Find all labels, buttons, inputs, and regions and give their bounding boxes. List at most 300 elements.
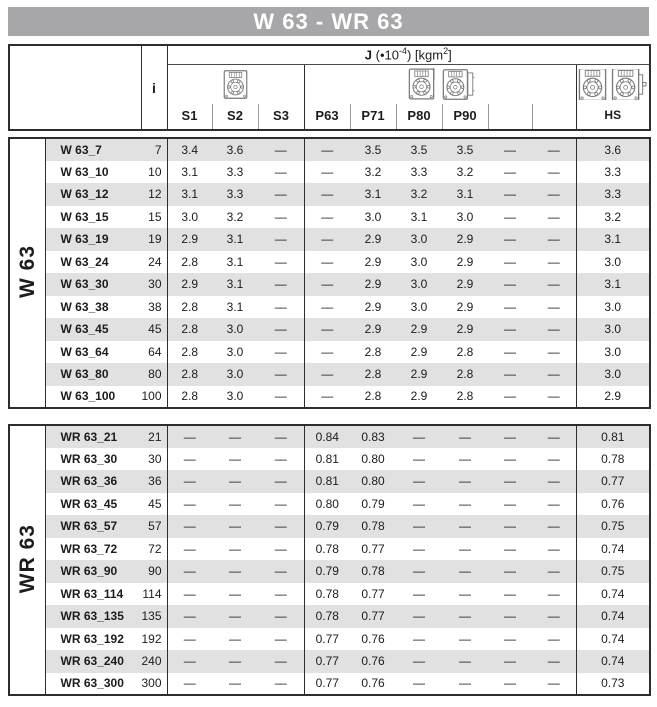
j-value-cell: — [396, 425, 442, 448]
table-row [9, 448, 650, 471]
ratio-value-cell: 12 [141, 183, 167, 206]
j-value-cell: 3.5 [442, 138, 488, 161]
page-title: W 63 - WR 63 [8, 7, 649, 36]
j-value-cell: 3.2 [226, 209, 244, 224]
j-value-cell: — [532, 296, 576, 319]
s-columns-icon-cell [167, 64, 304, 104]
j-value-cell: 0.75 [576, 560, 650, 583]
j-value-cell: 3.1 [226, 299, 244, 314]
column-header-blank-2 [532, 104, 576, 130]
ratio-value-cell: 45 [141, 318, 167, 341]
j-value-cell: — [183, 631, 196, 646]
table-header-block [8, 44, 651, 131]
j-value-cell: — [229, 586, 241, 601]
j-value-cell: — [229, 451, 241, 466]
j-value-cell: — [488, 228, 532, 251]
column-header-p80: P80 [396, 104, 442, 130]
w63-table [8, 137, 651, 409]
j-value-cell: 2.9 [442, 228, 488, 251]
j-value-cell: 3.0 [576, 363, 650, 386]
table-row [9, 560, 650, 583]
table-row [9, 161, 650, 184]
j-value-cell: — [442, 560, 488, 583]
group-label: W 63 [15, 244, 39, 298]
j-value-cell: — [258, 318, 304, 341]
j-value-cell: 3.0 [604, 299, 622, 314]
j-value-cell: 0.78 [315, 541, 339, 556]
j-value-cell: 0.77 [576, 470, 650, 493]
j-value-cell: 3.0 [181, 209, 199, 224]
j-value-cell: — [258, 161, 304, 184]
j-value-cell: 0.79 [361, 496, 385, 511]
j-value-cell: — [442, 605, 488, 628]
j-value-cell: 2.9 [456, 299, 474, 314]
j-value-cell: — [258, 560, 304, 583]
j-value-cell: 3.0 [604, 344, 622, 359]
worm-gearbox-input-shaft-icon [611, 69, 647, 100]
j-value-cell: 3.2 [604, 209, 622, 224]
table-row [9, 183, 650, 206]
j-value-cell: — [212, 515, 258, 538]
j-value-cell: 3.6 [212, 138, 258, 161]
ratio-value-cell: 21 [141, 425, 167, 448]
j-value-cell: — [258, 273, 304, 296]
ratio-value-cell: 192 [141, 628, 167, 651]
table-row [9, 228, 650, 251]
j-value-cell: — [532, 583, 576, 606]
wr63-data-block [8, 424, 651, 696]
model-name-cell: WR 63_192 [60, 631, 124, 646]
j-value-cell: — [504, 164, 516, 179]
j-value-cell: 3.2 [456, 164, 474, 179]
model-name-cell: WR 63_114 [60, 586, 124, 601]
model-name-cell: W 63_64 [60, 344, 109, 359]
ratio-value-cell: 114 [141, 583, 167, 606]
j-value-cell: 3.0 [604, 254, 622, 269]
table-row [9, 425, 650, 448]
j-value-cell: — [442, 650, 488, 673]
table-row [9, 605, 650, 628]
j-value-cell: 3.1 [442, 183, 488, 206]
model-name-cell: WR 63_36 [45, 470, 141, 493]
j-value-cell: 3.1 [410, 209, 428, 224]
hs-column-icon-cell [576, 64, 650, 104]
j-value-cell: — [488, 183, 532, 206]
j-value-cell: 3.0 [212, 318, 258, 341]
j-value-cell: 2.9 [442, 318, 488, 341]
table-row [9, 138, 650, 161]
j-value-cell: — [321, 344, 334, 359]
j-value-cell: 2.8 [181, 389, 199, 404]
j-value-cell: — [258, 296, 304, 319]
ratio-value-cell: 90 [141, 560, 167, 583]
j-value-cell: 2.9 [167, 228, 212, 251]
j-value-cell: — [229, 631, 241, 646]
table-row [9, 363, 650, 386]
j-value-cell: — [258, 673, 304, 696]
j-value-cell: — [459, 676, 471, 691]
j-value-cell: 3.0 [212, 363, 258, 386]
j-value-cell: — [504, 631, 516, 646]
j-value-cell: 3.3 [212, 183, 258, 206]
j-value-cell: 3.1 [350, 183, 396, 206]
j-value-cell: 0.76 [350, 650, 396, 673]
j-value-cell: — [229, 496, 241, 511]
j-value-cell: — [532, 470, 576, 493]
j-value-cell: 3.3 [410, 164, 428, 179]
model-name-cell: W 63_100 [60, 389, 116, 404]
j-value-cell: — [488, 318, 532, 341]
j-value-cell: — [258, 650, 304, 673]
j-value-cell: — [321, 164, 334, 179]
j-value-cell: 2.9 [396, 363, 442, 386]
j-value-cell: — [258, 583, 304, 606]
j-value-cell: 0.74 [601, 631, 625, 646]
model-name-cell: W 63_12 [45, 183, 141, 206]
j-value-cell: 3.1 [181, 164, 199, 179]
j-value-cell: 3.2 [396, 183, 442, 206]
table-row [9, 538, 650, 561]
j-value-cell: 3.1 [212, 228, 258, 251]
j-value-cell: 3.4 [167, 138, 212, 161]
j-value-cell: 0.81 [576, 425, 650, 448]
j-value-cell: 2.9 [167, 273, 212, 296]
table-row [9, 318, 650, 341]
j-value-cell: — [321, 389, 334, 404]
j-value-cell: — [532, 628, 576, 651]
j-value-cell: — [321, 299, 334, 314]
j-value-cell: 3.5 [350, 138, 396, 161]
j-value-cell: 2.8 [167, 363, 212, 386]
j-value-cell: — [488, 470, 532, 493]
ratio-value-cell: 135 [141, 605, 167, 628]
worm-gearbox-front-icon [223, 68, 248, 101]
inertia-unit-text2: ) [kgm [406, 47, 444, 63]
j-value-cell: 0.79 [304, 515, 350, 538]
j-value-cell: — [532, 341, 576, 364]
j-value-cell: — [183, 451, 196, 466]
j-value-cell: — [413, 541, 425, 556]
table-row [9, 515, 650, 538]
j-value-cell: — [504, 389, 516, 404]
j-value-cell: — [229, 541, 241, 556]
j-value-cell: — [532, 538, 576, 561]
ratio-value-cell: 10 [141, 161, 167, 184]
j-value-cell: — [258, 251, 304, 274]
j-value-cell: — [459, 496, 471, 511]
j-value-cell: — [304, 363, 350, 386]
j-value-cell: — [258, 515, 304, 538]
j-value-cell: — [304, 273, 350, 296]
j-value-cell: 2.8 [181, 254, 199, 269]
j-value-cell: 3.6 [576, 138, 650, 161]
worm-gearbox-motor-flange-p90-icon [442, 67, 475, 102]
column-header-s2: S2 [212, 104, 258, 130]
j-value-cell: — [396, 560, 442, 583]
j-value-cell: — [258, 228, 304, 251]
table-row [9, 628, 650, 651]
j-value-cell: — [413, 676, 425, 691]
j-value-cell: 0.77 [350, 605, 396, 628]
j-value-cell: — [258, 386, 304, 409]
model-name-cell: WR 63_57 [45, 515, 141, 538]
j-value-cell: 0.77 [361, 586, 385, 601]
j-value-cell: — [212, 425, 258, 448]
model-name-cell: W 63_45 [45, 318, 141, 341]
j-value-cell: — [532, 363, 576, 386]
j-value-cell: — [258, 341, 304, 364]
j-value-cell: 3.3 [604, 164, 622, 179]
j-value-cell: — [504, 344, 516, 359]
j-value-cell: — [167, 605, 212, 628]
j-value-cell: — [488, 605, 532, 628]
ratio-column-header: i [141, 45, 167, 130]
j-value-cell: — [258, 206, 304, 229]
j-value-cell: 0.74 [576, 650, 650, 673]
table-row [9, 296, 650, 319]
ratio-value-cell: 64 [141, 341, 167, 364]
column-header-hs: HS [604, 108, 622, 122]
j-value-cell: 3.0 [226, 344, 244, 359]
j-value-cell: — [532, 493, 576, 516]
inertia-header [167, 45, 650, 64]
j-value-cell: 3.0 [364, 209, 382, 224]
column-header-blank-1 [488, 104, 532, 130]
ratio-value-cell: 30 [141, 448, 167, 471]
j-value-cell: — [504, 496, 516, 511]
j-value-cell: — [488, 515, 532, 538]
j-value-cell: 2.8 [456, 344, 474, 359]
ratio-value-cell: 80 [141, 363, 167, 386]
j-value-cell: — [304, 228, 350, 251]
j-value-cell: — [459, 541, 471, 556]
j-value-cell: — [488, 650, 532, 673]
j-value-cell: — [532, 650, 576, 673]
j-value-cell: — [321, 254, 334, 269]
j-value-cell: 2.8 [167, 318, 212, 341]
j-value-cell: — [183, 586, 196, 601]
table-row [9, 386, 650, 409]
ratio-value-cell: 15 [141, 206, 167, 229]
j-value-cell: 0.79 [304, 560, 350, 583]
j-value-cell: — [167, 650, 212, 673]
j-value-cell: — [258, 493, 304, 516]
j-value-cell: 2.8 [181, 344, 199, 359]
group-label-cell [9, 138, 45, 408]
j-value-cell: 0.78 [304, 605, 350, 628]
j-value-cell: — [532, 206, 576, 229]
j-value-cell: — [396, 515, 442, 538]
j-value-cell: — [532, 251, 576, 274]
table-row [9, 251, 650, 274]
model-name-cell: W 63_10 [60, 164, 109, 179]
j-value-cell: 2.9 [364, 299, 382, 314]
j-value-cell: — [532, 425, 576, 448]
j-value-cell: 3.5 [396, 138, 442, 161]
j-value-cell: — [258, 183, 304, 206]
j-value-cell: 2.8 [364, 344, 382, 359]
table-row [9, 470, 650, 493]
j-value-cell: 3.1 [576, 228, 650, 251]
j-value-cell: — [413, 586, 425, 601]
j-value-cell: — [488, 273, 532, 296]
worm-gearbox-front-icon [578, 69, 608, 100]
j-value-cell: — [532, 386, 576, 409]
j-value-cell: — [488, 560, 532, 583]
j-value-cell: 2.8 [364, 389, 382, 404]
j-value-cell: — [532, 605, 576, 628]
j-value-cell: 0.78 [601, 451, 625, 466]
model-name-cell: WR 63_90 [45, 560, 141, 583]
j-value-cell: 2.9 [364, 254, 382, 269]
j-value-cell: 3.1 [576, 273, 650, 296]
j-value-cell: — [532, 318, 576, 341]
j-value-cell: — [532, 673, 576, 696]
header-table [8, 44, 651, 131]
j-value-cell: 0.78 [350, 515, 396, 538]
ratio-value-cell: 38 [141, 296, 167, 319]
j-value-cell: — [504, 541, 516, 556]
j-value-cell: — [212, 605, 258, 628]
j-value-cell: 0.76 [601, 496, 625, 511]
j-value-cell: — [183, 676, 196, 691]
j-value-cell: 0.75 [576, 515, 650, 538]
j-value-cell: 2.9 [442, 273, 488, 296]
column-header-s3: S3 [258, 104, 304, 130]
ratio-value-cell: 45 [141, 493, 167, 516]
j-value-cell: 3.2 [364, 164, 382, 179]
j-value-cell: 3.1 [167, 183, 212, 206]
j-value-cell: 0.81 [315, 451, 339, 466]
j-value-cell: — [459, 586, 471, 601]
j-value-cell: — [258, 425, 304, 448]
j-value-cell: 0.80 [315, 496, 339, 511]
inertia-symbol: J [364, 47, 373, 63]
model-name-cell: W 63_15 [60, 209, 109, 224]
j-value-cell: — [504, 676, 516, 691]
j-value-cell: — [396, 650, 442, 673]
j-value-cell: 2.9 [604, 389, 622, 404]
j-value-cell: — [167, 470, 212, 493]
j-value-cell: 3.0 [410, 299, 428, 314]
j-value-cell: — [396, 470, 442, 493]
j-value-cell: — [413, 451, 425, 466]
wr63-table [8, 424, 651, 696]
ratio-value-cell: 24 [141, 251, 167, 274]
j-value-cell: 3.0 [396, 228, 442, 251]
table-row [9, 341, 650, 364]
j-value-cell: 2.9 [350, 318, 396, 341]
model-name-cell: WR 63_135 [45, 605, 141, 628]
j-value-cell: — [504, 254, 516, 269]
header-corner-cell [9, 45, 141, 130]
j-value-cell: — [258, 538, 304, 561]
ratio-value-cell: 240 [141, 650, 167, 673]
j-value-cell: 2.9 [350, 273, 396, 296]
j-value-cell: — [532, 515, 576, 538]
inertia-unit-exponent: 2 [443, 46, 449, 57]
j-value-cell: 0.76 [361, 631, 385, 646]
j-value-cell: — [183, 496, 196, 511]
j-value-cell: 3.0 [226, 389, 244, 404]
table-row [9, 206, 650, 229]
j-value-cell: — [532, 183, 576, 206]
j-value-cell: — [258, 470, 304, 493]
model-name-cell: WR 63_30 [60, 451, 118, 466]
model-name-cell: W 63_7 [45, 138, 141, 161]
j-value-cell: 0.77 [304, 650, 350, 673]
j-value-cell: 3.3 [576, 183, 650, 206]
j-value-cell: 3.0 [410, 254, 428, 269]
column-header-p71: P71 [350, 104, 396, 130]
j-value-cell: — [532, 161, 576, 184]
j-value-cell: 0.84 [304, 425, 350, 448]
j-value-cell: 0.74 [601, 586, 625, 601]
j-value-cell: 0.78 [350, 560, 396, 583]
j-value-cell: 3.3 [226, 164, 244, 179]
j-value-cell: — [304, 183, 350, 206]
j-value-cell: — [304, 318, 350, 341]
j-value-cell: 2.9 [456, 254, 474, 269]
j-value-cell: — [396, 605, 442, 628]
j-value-cell: — [212, 650, 258, 673]
j-value-cell: 0.73 [601, 676, 625, 691]
table-row [9, 273, 650, 296]
j-value-cell: — [459, 631, 471, 646]
j-value-cell: 2.9 [396, 318, 442, 341]
j-value-cell: — [229, 676, 241, 691]
j-value-cell: — [442, 470, 488, 493]
j-value-cell: 0.77 [361, 541, 385, 556]
ratio-value-cell: 57 [141, 515, 167, 538]
j-value-cell: — [258, 138, 304, 161]
j-value-cell: — [212, 560, 258, 583]
inertia-exponent: -4 [398, 46, 407, 57]
j-value-cell: 0.80 [350, 470, 396, 493]
j-value-cell: 0.77 [315, 676, 339, 691]
j-value-cell: — [532, 448, 576, 471]
model-name-cell: WR 63_45 [60, 496, 118, 511]
j-value-cell: — [532, 228, 576, 251]
j-value-cell: — [532, 560, 576, 583]
j-value-cell: — [442, 515, 488, 538]
j-value-cell: 2.8 [181, 299, 199, 314]
table-row [9, 650, 650, 673]
j-value-cell: — [258, 448, 304, 471]
j-value-cell: — [504, 209, 516, 224]
j-value-cell: 2.8 [350, 363, 396, 386]
ratio-value-cell: 7 [141, 138, 167, 161]
j-value-cell: 2.9 [350, 228, 396, 251]
worm-gearbox-motor-flange-p80-icon [408, 67, 435, 101]
j-value-cell: 2.8 [456, 389, 474, 404]
p-columns-icon-cell [304, 64, 576, 104]
j-value-cell: — [304, 138, 350, 161]
j-value-cell: — [459, 451, 471, 466]
j-value-cell: 0.81 [304, 470, 350, 493]
w63-data-block [8, 137, 651, 409]
j-value-cell: 3.0 [396, 273, 442, 296]
j-value-cell: — [212, 470, 258, 493]
j-value-cell: — [413, 496, 425, 511]
j-value-cell: 0.74 [601, 541, 625, 556]
model-name-cell: WR 63_72 [60, 541, 118, 556]
j-value-cell: — [504, 451, 516, 466]
j-value-cell: 0.77 [315, 631, 339, 646]
model-name-cell: WR 63_240 [45, 650, 141, 673]
j-value-cell: 2.9 [410, 344, 428, 359]
column-header-p63: P63 [304, 104, 350, 130]
